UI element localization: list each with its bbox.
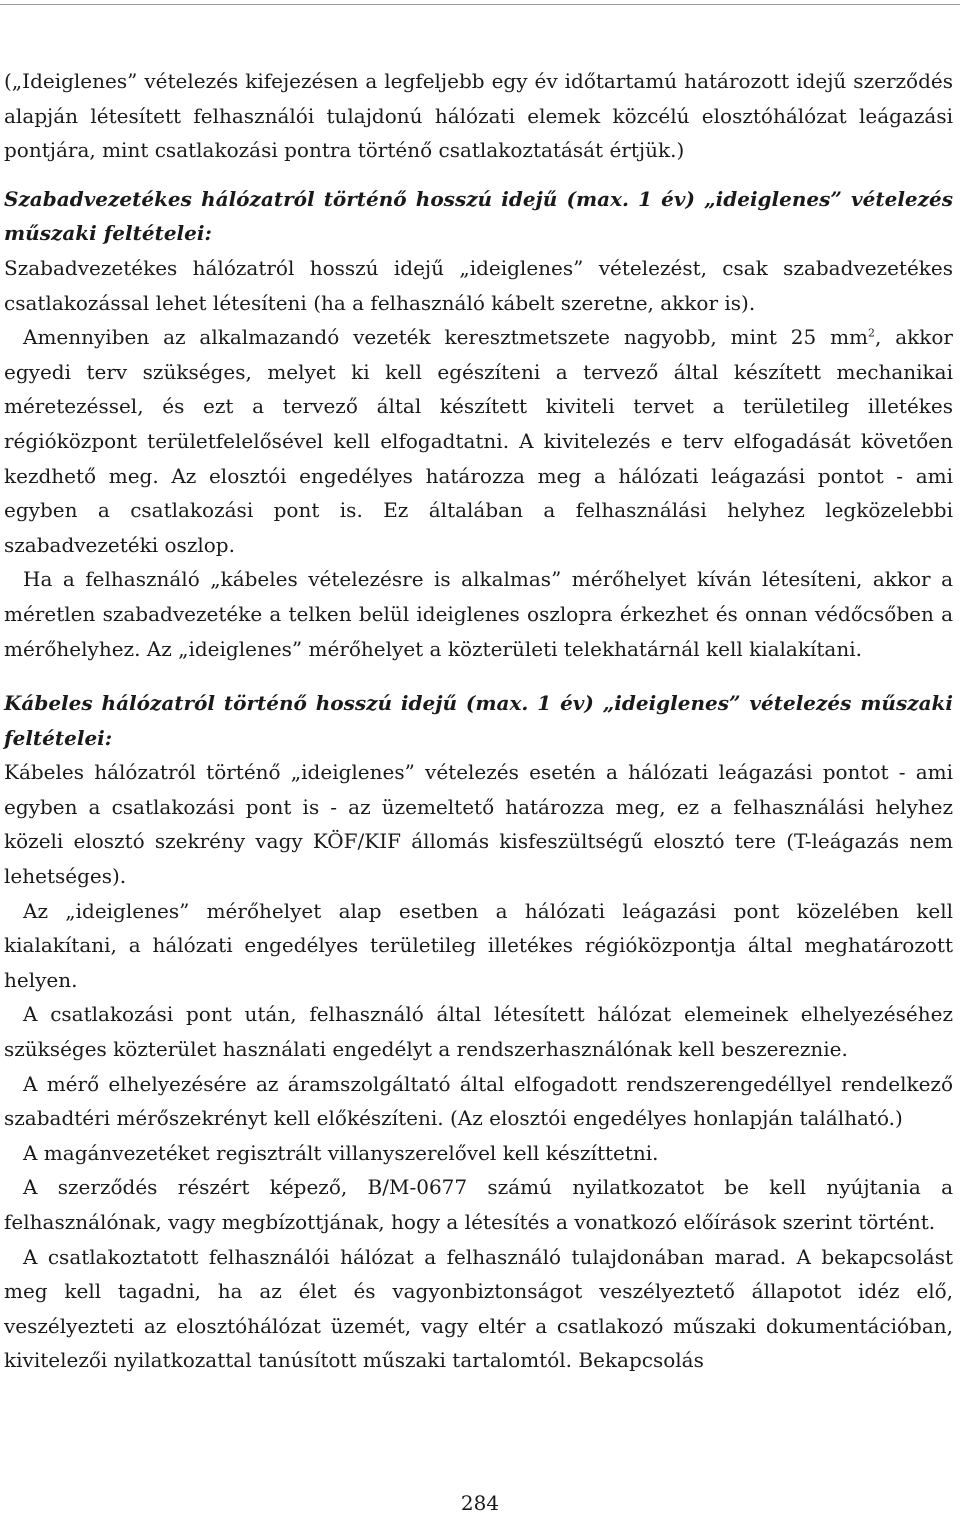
intro-paragraph: („Ideiglenes” vételezés kifejezésen a legfeljebb egy év időtartamú határozott idejű szerződés alapján létesített felhasználói tulajdonú hálózati elemek közcélú elosztóhálózat leágazási pontjára, mint csatlakozási pontra történő csatlakoztatását értjük.) [4,69,953,163]
paragraph: A magánvezetéket regisztrált villanyszerelővel kell készíttetni. [23,1140,659,1165]
paragraph: Szabadvezetékes hálózatról hosszú idejű „ideiglenes” vételezést, csak szabadvezetékes csatlakozással lehet létesíteni (ha a felhasználó kábelt szeretne, akkor is). [4,255,953,315]
top-rule [0,4,960,5]
page-body [4,64,953,1378]
paragraph: A csatlakozási pont után, felhasználó által létesített hálózat elemeinek elhelyezéséhez szükséges közterület használati engedélyt a rendszerhasználónak kell beszereznie. [4,1002,953,1062]
text-segment: Amennyiben az alkalmazandó vezeték keresztmetszete nagyobb, mint 25 mm [23,325,869,350]
page-number: 284 [460,1491,500,1515]
paragraph: A szerződés részért képező, B/M-0677 számú nyilatkozatot be kell nyújtania a felhasználónak, vagy megbízottjának, hogy a létesítés a vonatkozó előírások szerint történt. [4,1175,953,1234]
paragraph: A csatlakoztatott felhasználói hálózat a felhasználó tulajdonában marad. A bekapcsolást meg kell tagadni, ha az élet és vagyonbiztonságot veszélyeztető állapotot idéz elő, veszélyezteti az elosztóhálózat üzemét, vagy eltér a csatlakozó műszaki dokumentációban, kivitelezői nyilatkozattal tanúsított műszaki tartalomtól. Bekapcsolás [4,1244,953,1373]
superscript: 2 [868,326,876,340]
section-heading-cable: Kábeles hálózatról történő hosszú idejű (max. 1 év) „ideiglenes” vételezés műszaki feltételei: [4,691,953,750]
paragraph: Az „ideiglenes” mérőhelyet alap esetben a hálózati leágazási pont közelében kell kialakítani, a hálózati engedélyes területileg illetékes régióközpontja által meghatározott helyen. [4,898,953,992]
paragraph: Ha a felhasználó „kábeles vételezésre is alkalmas” mérőhelyet kíván létesíteni, akkor a méretlen szabadvezetéke a telken belül ideiglenes oszlopra érkezhet és onnan védőcsőben a mérőhelyhez. Az „ideiglenes” mérőhelyet a közterületi telekhatárnál kell kialakítani. [4,567,953,661]
text-segment: , akkor egyedi terv szükséges, melyet ki kell egészíteni a tervező által készített mechanikai méretezéssel, és ezt a tervező által készített kiviteli tervet a területileg illetékes régióközpont területfelelősével kell elfogadtatni. A kivitelezés e terv elfogadását követően kezdhető meg. Az elosztói engedélyes határozza meg a hálózati leágazási pontot - ami egyben a csatlakozási pont is. Ez általában a felhasználási helyhez legközelebbi szabadvezetéki oszlop. [4,325,953,557]
section-heading-overhead: Szabadvezetékes hálózatról történő hosszú idejű (max. 1 év) „ideiglenes” vételezés műszaki feltételei: [4,186,953,246]
paragraph: Kábeles hálózatról történő „ideiglenes” vételezés esetén a hálózati leágazási pontot - ami egyben a csatlakozási pont is - az üzemeltető határozza meg, ez a felhasználási helyhez közeli elosztó szekrény vagy KÖF/KIF állomás kisfeszültségű elosztó tere (T-leágazás nem lehetséges). [4,760,953,889]
paragraph-cross-section [4,320,953,562]
paragraph: A mérő elhelyezésére az áramszolgáltató által elfogadott rendszerengedéllyel rendelkező szabadtéri mérőszekrényt kell előkészíteni. (Az elosztói engedélyes honlapján található.) [4,1071,953,1131]
